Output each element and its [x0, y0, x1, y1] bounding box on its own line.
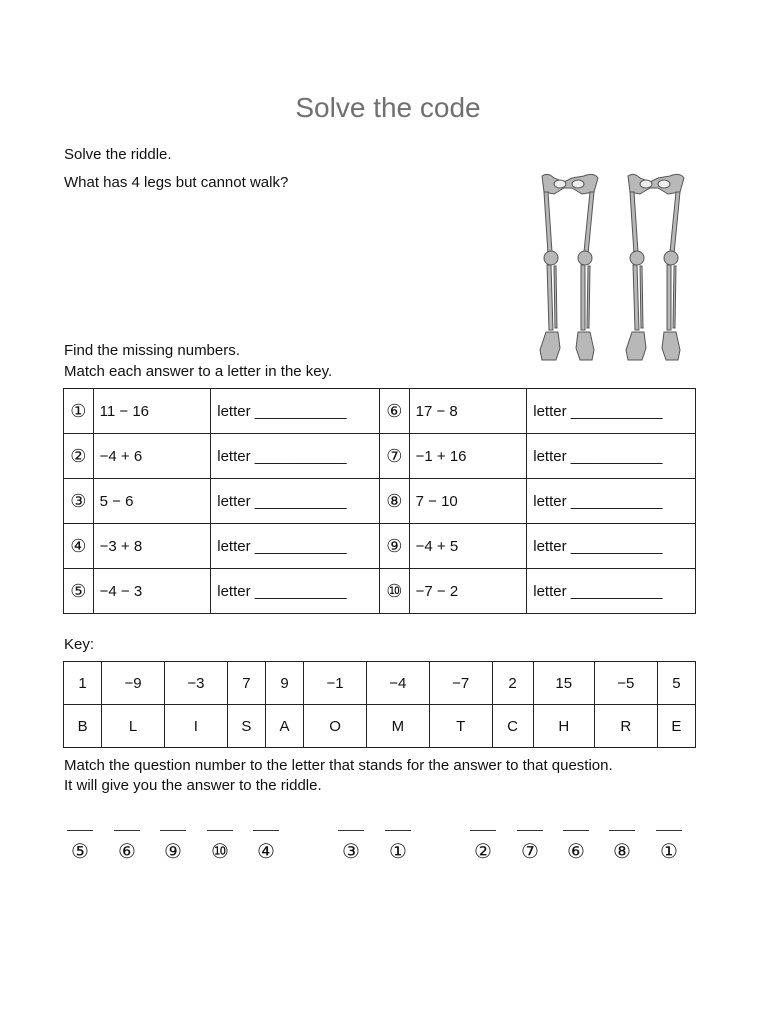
- key-label: Key:: [64, 636, 95, 653]
- answer-blank-line[interactable]: [160, 830, 186, 831]
- answer-blank-line[interactable]: [253, 830, 279, 831]
- table-row: [64, 479, 696, 524]
- key-letter-cell: B: [64, 705, 102, 748]
- letter-blank[interactable]: letter ___________: [527, 569, 696, 614]
- answer-question-number: ①: [389, 841, 407, 863]
- question-number: ⑩: [379, 569, 409, 614]
- letter-blank[interactable]: letter ___________: [527, 479, 696, 524]
- question-number: ⑨: [379, 524, 409, 569]
- key-letter-cell: O: [304, 705, 367, 748]
- answer-slot[interactable]: [336, 830, 366, 864]
- letter-blank[interactable]: letter ___________: [211, 569, 380, 614]
- questions-table: [63, 388, 696, 614]
- answer-question-number: ②: [474, 841, 492, 863]
- answer-blank-line[interactable]: [207, 830, 233, 831]
- answer-question-number: ⑦: [521, 841, 539, 863]
- answer-question-number: ⑤: [71, 841, 89, 863]
- answer-question-number: ③: [342, 841, 360, 863]
- question-number: ⑤: [64, 569, 94, 614]
- answer-blank-line[interactable]: [517, 830, 543, 831]
- key-letter-cell: H: [533, 705, 594, 748]
- answer-blank-line[interactable]: [385, 830, 411, 831]
- key-number-cell: 2: [492, 662, 533, 705]
- key-letter-cell: C: [492, 705, 533, 748]
- key-number-cell: 1: [64, 662, 102, 705]
- answer-slot[interactable]: [607, 830, 637, 864]
- key-number-cell: 9: [265, 662, 303, 705]
- key-letter-cell: M: [366, 705, 429, 748]
- answer-slot[interactable]: [205, 830, 235, 864]
- answer-question-number: ④: [257, 841, 275, 863]
- question-expression: 11 − 16: [93, 389, 211, 434]
- answer-question-number: ①: [660, 841, 678, 863]
- key-letter-cell: T: [429, 705, 492, 748]
- question-expression: 5 − 6: [93, 479, 211, 524]
- instructions-line-1: Find the missing numbers.: [64, 342, 240, 359]
- answer-blank-line[interactable]: [563, 830, 589, 831]
- key-number-cell: −3: [164, 662, 227, 705]
- key-number-cell: 7: [227, 662, 265, 705]
- intro-line-1: Solve the riddle.: [64, 146, 172, 163]
- answer-question-number: ⑧: [613, 841, 631, 863]
- table-row: [64, 569, 696, 614]
- question-number: ①: [64, 389, 94, 434]
- riddle-question: What has 4 legs but cannot walk?: [64, 174, 289, 191]
- question-number: ⑦: [379, 434, 409, 479]
- answer-blank-line[interactable]: [338, 830, 364, 831]
- answer-slot[interactable]: [158, 830, 188, 864]
- letter-blank[interactable]: letter ___________: [211, 434, 380, 479]
- answer-blank-line[interactable]: [114, 830, 140, 831]
- key-number-cell: 5: [657, 662, 695, 705]
- match-instructions-line-1: Match the question number to the letter that stands for the answer to that question.: [64, 757, 613, 774]
- key-numbers-row: [64, 662, 696, 705]
- key-letter-cell: A: [265, 705, 303, 748]
- question-expression: −4 + 5: [409, 524, 527, 569]
- answer-slot[interactable]: [468, 830, 498, 864]
- question-number: ⑧: [379, 479, 409, 524]
- answer-slot[interactable]: [383, 830, 413, 864]
- question-expression: 7 − 10: [409, 479, 527, 524]
- answer-question-number: ⑩: [211, 841, 229, 863]
- question-expression: −3 + 8: [93, 524, 211, 569]
- letter-blank[interactable]: letter ___________: [527, 434, 696, 479]
- instructions-line-2: Match each answer to a letter in the key.: [64, 363, 333, 380]
- answer-blank-line[interactable]: [67, 830, 93, 831]
- key-number-cell: −4: [366, 662, 429, 705]
- answer-slot[interactable]: [561, 830, 591, 864]
- answer-question-number: ⑥: [567, 841, 585, 863]
- answer-blank-line[interactable]: [656, 830, 682, 831]
- table-row: [64, 389, 696, 434]
- letter-blank[interactable]: letter ___________: [527, 524, 696, 569]
- answer-slot[interactable]: [112, 830, 142, 864]
- match-instructions-line-2: It will give you the answer to the riddle.: [64, 777, 322, 794]
- question-number: ②: [64, 434, 94, 479]
- question-number: ③: [64, 479, 94, 524]
- key-letter-cell: R: [594, 705, 657, 748]
- key-number-cell: −1: [304, 662, 367, 705]
- page-title: Solve the code: [295, 92, 481, 123]
- answer-slot[interactable]: [515, 830, 545, 864]
- table-row: [64, 434, 696, 479]
- answer-question-number: ⑨: [164, 841, 182, 863]
- question-number: ⑥: [379, 389, 409, 434]
- answer-blank-line[interactable]: [609, 830, 635, 831]
- answer-slot[interactable]: [251, 830, 281, 864]
- question-expression: 17 − 8: [409, 389, 527, 434]
- question-expression: −7 − 2: [409, 569, 527, 614]
- key-letter-cell: E: [657, 705, 695, 748]
- answer-blank-line[interactable]: [470, 830, 496, 831]
- letter-blank[interactable]: letter ___________: [211, 524, 380, 569]
- key-number-cell: 15: [533, 662, 594, 705]
- letter-blank[interactable]: letter ___________: [211, 479, 380, 524]
- key-letter-cell: I: [164, 705, 227, 748]
- question-expression: −4 − 3: [93, 569, 211, 614]
- key-table: [63, 661, 696, 748]
- key-letter-cell: L: [102, 705, 165, 748]
- answer-slot[interactable]: [654, 830, 684, 864]
- key-letter-cell: S: [227, 705, 265, 748]
- key-number-cell: −7: [429, 662, 492, 705]
- letter-blank[interactable]: letter ___________: [527, 389, 696, 434]
- answer-slot[interactable]: [65, 830, 95, 864]
- letter-blank[interactable]: letter ___________: [211, 389, 380, 434]
- key-number-cell: −5: [594, 662, 657, 705]
- skeleton-legs-image: [536, 170, 696, 370]
- key-number-cell: −9: [102, 662, 165, 705]
- question-number: ④: [64, 524, 94, 569]
- question-expression: −1 + 16: [409, 434, 527, 479]
- answer-question-number: ⑥: [118, 841, 136, 863]
- table-row: [64, 524, 696, 569]
- key-letters-row: [64, 705, 696, 748]
- question-expression: −4 + 6: [93, 434, 211, 479]
